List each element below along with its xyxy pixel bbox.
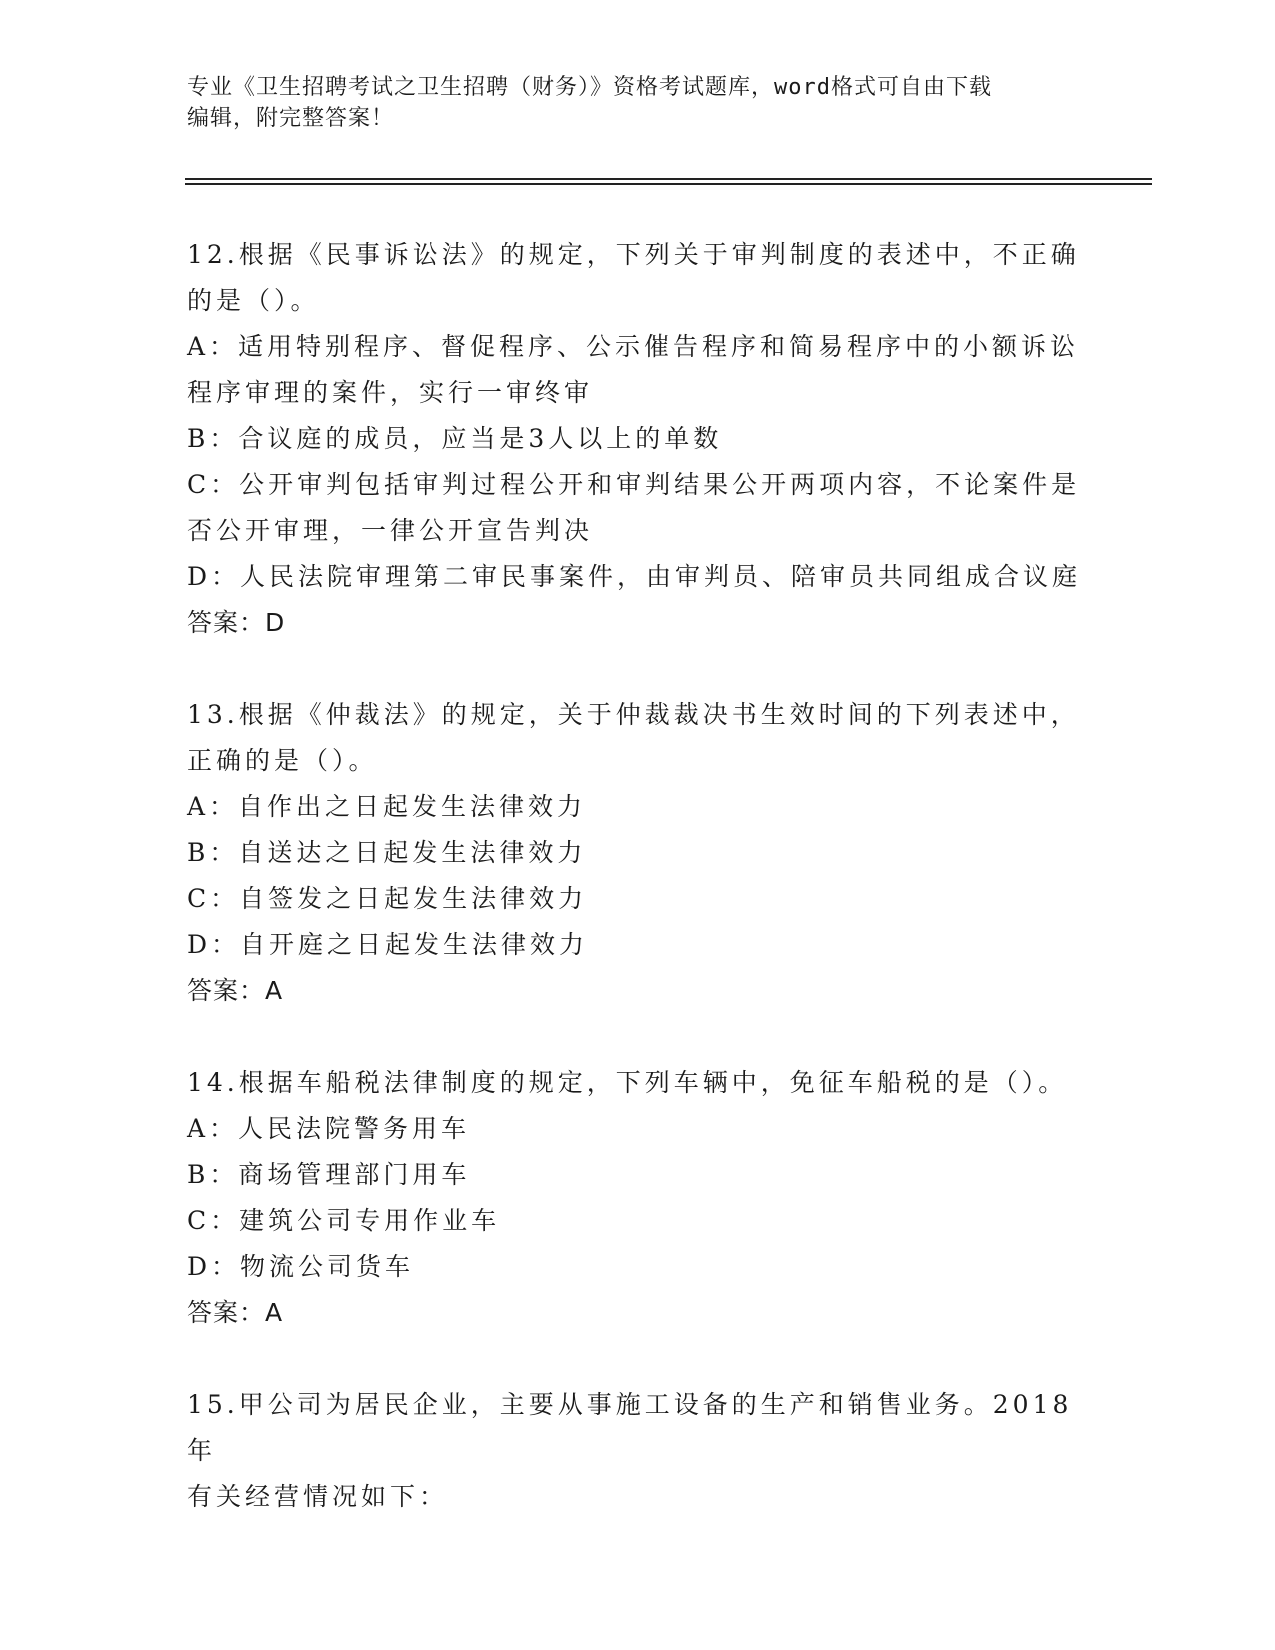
question-text: 正确的是（）。: [187, 746, 378, 775]
document-header: [187, 72, 1087, 134]
header-divider-top: [185, 178, 1152, 180]
answer: 答案：D: [187, 608, 286, 637]
option-d: D：物流公司货车: [187, 1252, 415, 1281]
option-b: B：商场管理部门用车: [187, 1160, 471, 1189]
option-a-continued: 程序审理的案件，实行一审终审: [187, 378, 594, 407]
option-a: A：人民法院警务用车: [187, 1114, 471, 1143]
option-b: B：合议庭的成员，应当是3人以上的单数: [187, 424, 723, 453]
option-a: A：自作出之日起发生法律效力: [187, 792, 587, 821]
question-13: [187, 692, 1087, 1014]
header-line-1: 专业《卫生招聘考试之卫生招聘（财务）》资格考试题库，word格式可自由下载: [187, 75, 992, 100]
header-line-2: 编辑，附完整答案！: [187, 106, 395, 131]
question-text: 有关经营情况如下：: [187, 1482, 449, 1511]
option-d: D：人民法院审理第二审民事案件，由审判员、陪审员共同组成合议庭: [187, 562, 1082, 591]
question-12: [187, 232, 1087, 646]
option-c: C：公开审判包括审判过程公开和审判结果公开两项内容，不论案件是: [187, 470, 1081, 499]
option-c: C：自签发之日起发生法律效力: [187, 884, 588, 913]
option-a: A：适用特别程序、督促程序、公示催告程序和简易程序中的小额诉讼: [187, 332, 1080, 361]
answer: 答案：A: [187, 976, 284, 1005]
header-divider-bottom: [185, 183, 1152, 185]
question-text: 12.根据《民事诉讼法》的规定，下列关于审判制度的表述中，不正确: [187, 240, 1080, 269]
option-b: B：自送达之日起发生法律效力: [187, 838, 587, 867]
answer: 答案：A: [187, 1298, 284, 1327]
question-text: 15.甲公司为居民企业，主要从事施工设备的生产和销售业务。2018年: [187, 1390, 1073, 1465]
question-text: 13.根据《仲裁法》的规定，关于仲裁裁决书生效时间的下列表述中，: [187, 700, 1080, 729]
spacer: [187, 1336, 1087, 1382]
option-c: C：建筑公司专用作业车: [187, 1206, 501, 1235]
option-c-continued: 否公开审理，一律公开宣告判决: [187, 516, 594, 545]
question-14: [187, 1060, 1087, 1336]
spacer: [187, 1014, 1087, 1060]
spacer: [187, 646, 1087, 692]
question-list: [187, 232, 1087, 1520]
question-15: [187, 1382, 1087, 1520]
option-d: D：自开庭之日起发生法律效力: [187, 930, 589, 959]
question-text: 的是（）。: [187, 286, 320, 315]
question-text: 14.根据车船税法律制度的规定，下列车辆中，免征车船税的是（）。: [187, 1068, 1068, 1097]
